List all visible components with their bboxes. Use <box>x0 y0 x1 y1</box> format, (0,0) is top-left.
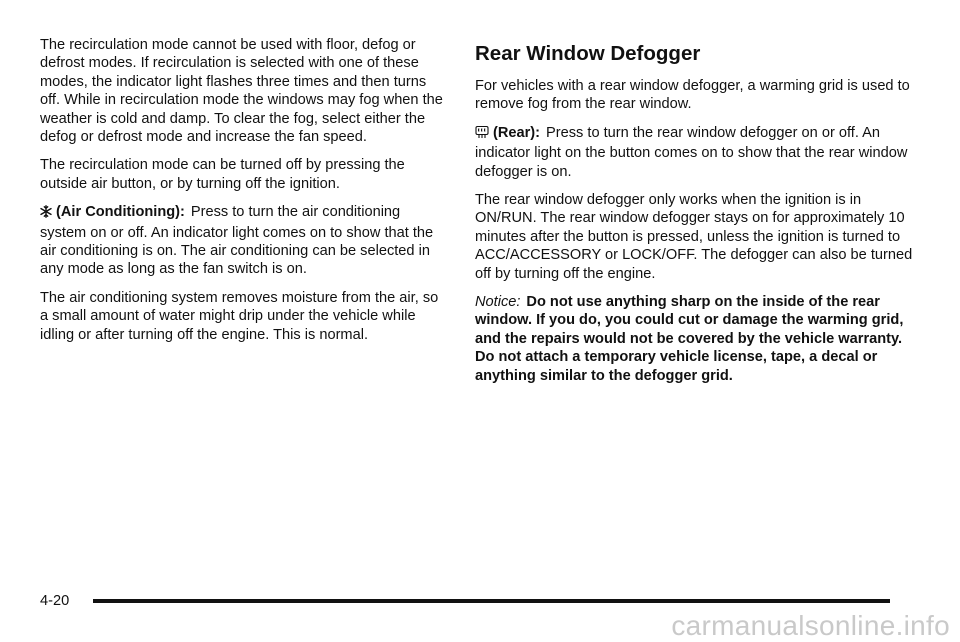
rear-defogger-paragraph <box>475 124 915 181</box>
notice-paragraph <box>475 293 915 385</box>
snowflake-icon <box>40 205 52 223</box>
watermark: carmanualsonline.info <box>671 610 950 641</box>
section-heading: Rear Window Defogger <box>475 42 701 65</box>
defogger-intro-paragraph: For vehicles with a rear window defogger, a warming grid is used to remove fog from the rear window. <box>475 78 910 113</box>
recirculation-paragraph: The recirculation mode cannot be used with floor, defog or defrost modes. If recirculation is selected with one of these modes, the indicator light flashes three times and then turns off. While in recirculation mode the windows may fog when the weather is cold and damp. To clear the fog, select either the defog or defrost mode and increase the fan speed. <box>40 37 443 146</box>
ac-description: Press to turn the air conditioning system on or off. An indicator light comes on to show that the air conditioning is on. The air conditioning can be selected in any mode as long as the fan switch is on. <box>40 204 434 278</box>
rear-defogger-icon <box>475 125 489 144</box>
moisture-paragraph: The air conditioning system removes moisture from the air, so a small amount of water might drip under the vehicle while idling or after turning off the engine. This is normal. <box>40 289 439 343</box>
notice-label: Notice: <box>475 294 521 311</box>
page-number: 4-20 <box>40 593 70 609</box>
left-column <box>40 36 450 354</box>
defogger-operation-paragraph: The rear window defogger only works when the ignition is in ON/RUN. The rear window defogger stays on for approximately 10 minutes after the button is pressed, unless the ignition is turned to ACC/ACCESSORY or LOCK/OFF. The defogger can also be turned off by turning off the engine. <box>475 192 913 282</box>
air-conditioning-paragraph <box>40 203 450 279</box>
notice-text: Do not use anything sharp on the inside of the rear window. If you do, you could cut or damage the warming grid, and the repairs would not be covered by the vehicle warranty. Do not attach a temporary vehicle license, tape, a decal or anything similar to the defogger grid. <box>475 294 904 384</box>
right-column <box>475 36 915 395</box>
footer-rule <box>93 599 890 603</box>
ac-term: (Air Conditioning): <box>56 204 185 221</box>
rear-term: (Rear): <box>493 124 541 141</box>
rear-description: Press to turn the rear window defogger on or off. An indicator light on the button comes on to show that the rear window defogger is on. <box>475 124 908 180</box>
page-footer <box>40 593 890 609</box>
recirculation-off-paragraph: The recirculation mode can be turned off by pressing the outside air button, or by turning off the ignition. <box>40 157 405 192</box>
